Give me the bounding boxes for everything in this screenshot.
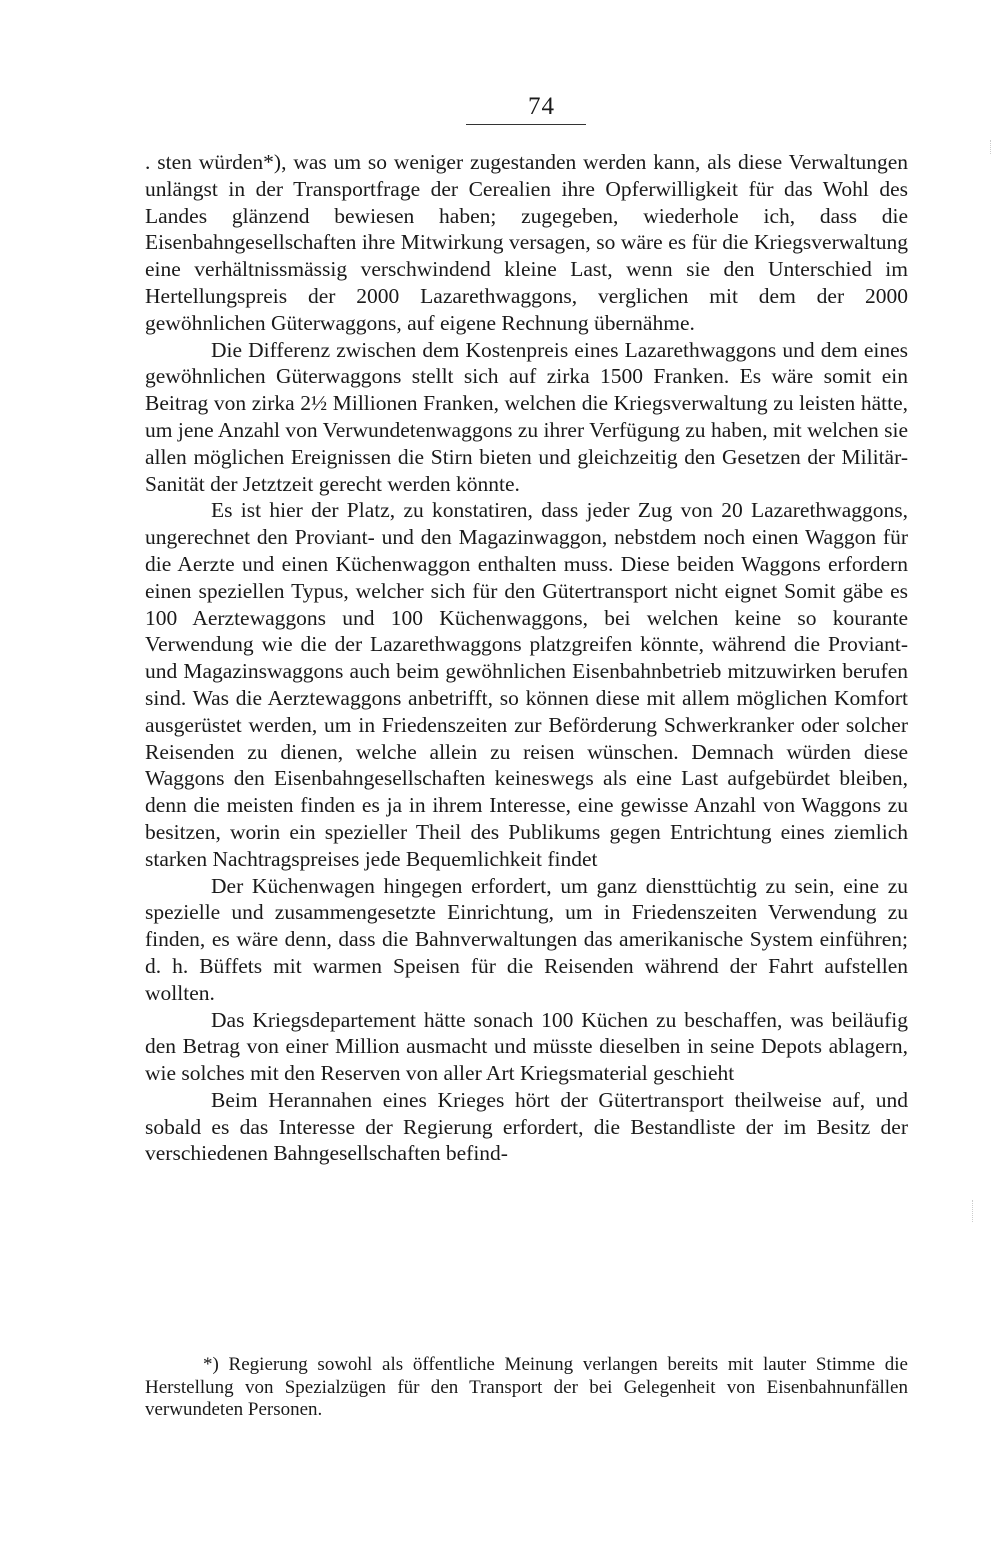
paragraph-6: Beim Herannahen eines Krieges hört der Gütertransport theilweise auf, und sobald es das Interesse der Regierung erfordert, die Bestandliste der im Besitz der verschiedenen Bahngesellschaften befind- [145, 1087, 908, 1166]
body-text [145, 149, 908, 1167]
paragraph-5: Das Kriegsdepartement hätte sonach 100 Küchen zu beschaffen, was beiläufig den Betrag von einer Million ausmacht und müsste dieselben in seine Depots ablagern, wie solches mit den Reserven von aller Art Kriegsmaterial geschieht [145, 1007, 908, 1086]
paragraph-3: Es ist hier der Platz, zu konstatiren, dass jeder Zug von 20 Lazarethwaggons, ungerechnet den Proviant- und den Magazinwaggon, nebstdem noch einen Waggon für die Aerzte und einen Küchenwaggon enthalten muss. Diese beiden Waggons erfordern einen speziellen Typus, welcher sich für den Gütertransport nicht eignet Somit gäbe es 100 Aerztewaggons und 100 Küchenwaggons, bei welchen keine so kourante Verwendung wie die der Lazarethwaggons platzgreifen könnte, während die Proviant- und Magazinswaggons auch beim gewöhnlichen Eisenbahnbetrieb mitzuwirken berufen sind. Was die Aerztewaggons anbetrifft, so können diese mit allem möglichen Komfort ausgerüstet werden, um in Friedenszeiten zur Beförderung Schwerkranker oder solcher Reisenden zu dienen, welche allein zu reisen wünschen. Demnach würden diese Waggons den Eisenbahngesellschaften keineswegs als eine Last aufgebürdet bleiben, denn die meisten finden es ja in ihrem Interesse, eine gewisse Anzahl von Waggons zu besitzen, worin ein spezieller Theil des Publikums gegen Entrichtung eines ziemlich starken Nachtragspreises jede Bequemlichkeit findet [145, 498, 908, 871]
paragraph-2: Die Differenz zwischen dem Kostenpreis eines Lazarethwaggons und dem eines gewöhnlichen Güterwaggons stellt sich auf zirka 1500 Franken. Es wäre somit ein Beitrag von zirka 2½ Millionen Franken, welchen die Kriegsverwaltung zu leisten hätte, um jene Anzahl von Verwundetenwaggons zu ihrer Verfügung zu haben, mit welchen sie allen möglichen Ereignissen die Stirn bieten und gleichzeitig den Gesetzen der Militär-Sanität der Jetztzeit gerecht werden könnte. [145, 337, 908, 496]
scan-artifact-mid [972, 1200, 976, 1222]
paragraph-4: Der Küchenwagen hingegen erfordert, um ganz diensttüchtig zu sein, eine zu spezielle und zusammengesetzte Einrichtung, um in Friedenszeiten Verwendung zu finden, es wäre denn, dass die Bahnverwaltungen das amerikanische System einführen; d. h. Büffets mit warmen Speisen für die Reisenden während der Fahrt aufstellen wollten. [145, 873, 908, 1005]
page-number: 74 [528, 93, 555, 120]
footnote-text: *) Regierung sowohl als öffentliche Meinung verlangen bereits mit lauter Stimme die Herstellung von Spezialzügen für den Transport der bei Gelegenheit von Eisenbahnunfällen verwundeten Personen. [145, 1354, 908, 1420]
page-content [145, 92, 908, 1167]
paragraph-1: . sten würden*), was um so weniger zugestanden werden kann, als diese Verwaltungen unlängst in der Transportfrage der Cerealien ihre Opferwilligkeit für das Wohl des Landes glänzend bewiesen haben; zugegeben, wiederhole ich, dass die Eisenbahngesellschaften ihre Mitwirkung versagen, so wäre es für die Kriegsverwaltung eine verhältnissmässig verschwindend kleine Last, wenn sie den Unterschied im Hertellungspreis der 2000 Lazarethwaggons, verglichen mit dem der 2000 gewöhnlichen Güterwaggons, auf eigene Rechnung übernähme. [145, 150, 908, 335]
scan-artifact-top [990, 140, 994, 154]
page-number-rule [466, 124, 586, 125]
footnote [145, 1354, 908, 1422]
